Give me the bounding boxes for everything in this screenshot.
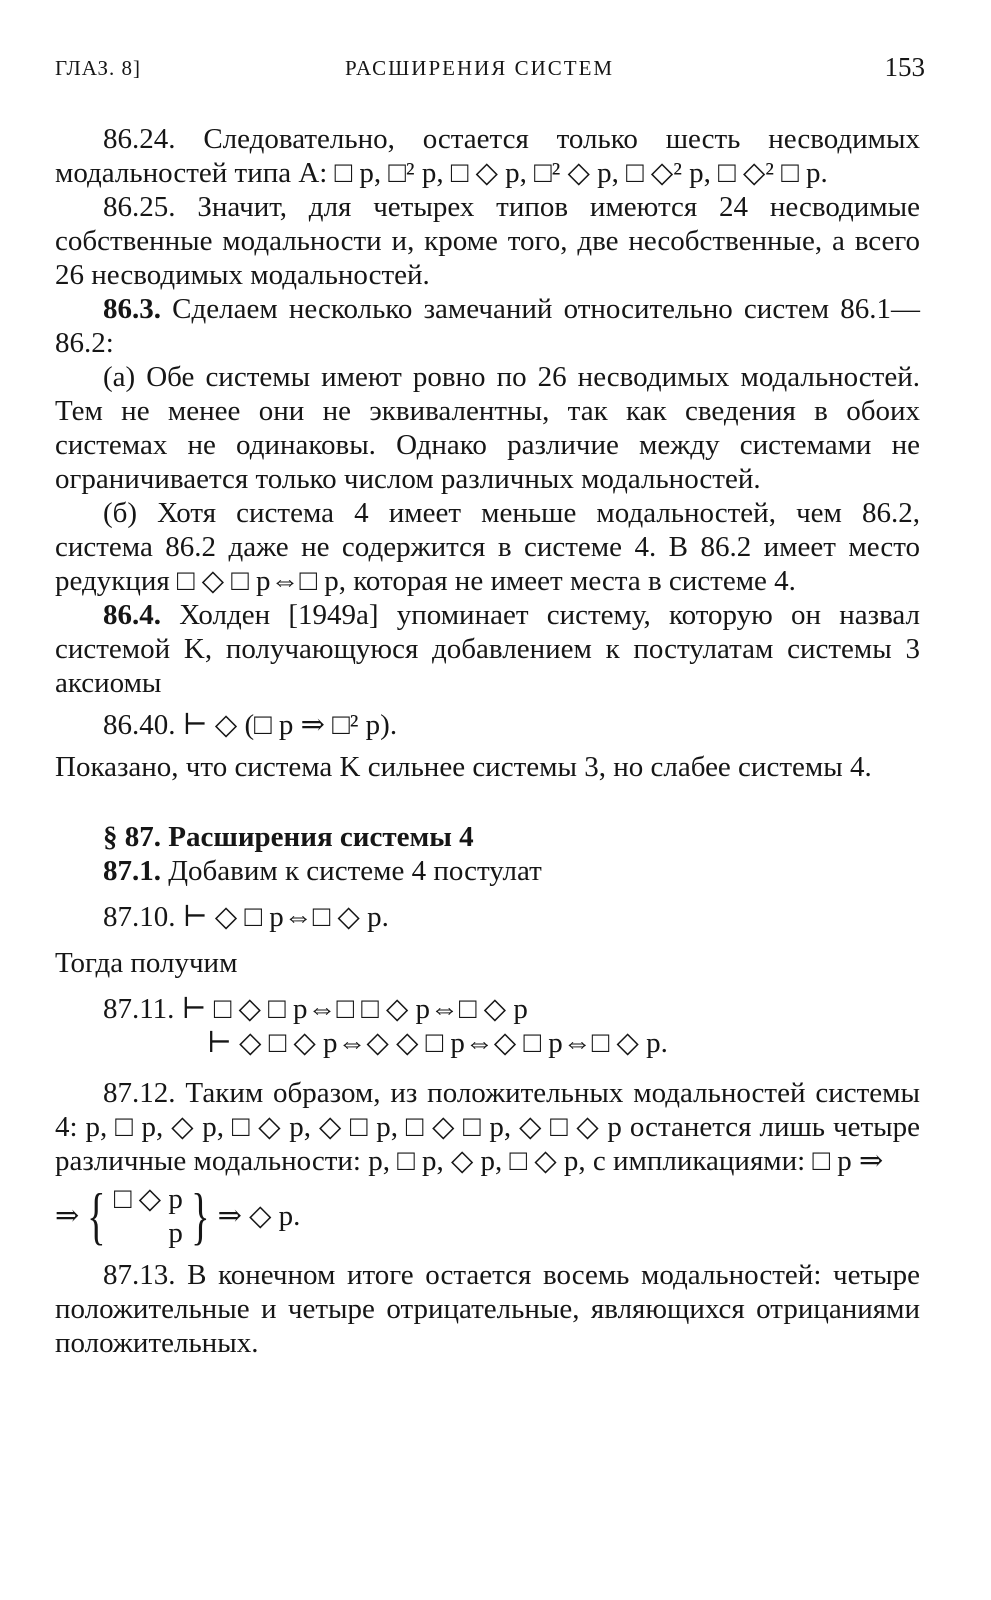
paragraph-text: Следовательно, остается только шесть несводимых модальностей типа А: □ p, □² p, □ ◇ p, □² ◇ p, □ ◇² p, □ ◇² □ p.	[55, 123, 920, 189]
paragraph-text: Таким образом, из положительных модальностей системы 4: p, □ p, ◇ p, □ ◇ p, ◇ □ p, □ ◇ □ p, ◇ □ ◇ p останется лишь четыре различные модальности: p, □ p, ◇ p, □ ◇ p, с импликациями: □ p ⇒	[55, 1077, 920, 1177]
brace-column	[114, 1182, 183, 1250]
paragraph-number: 86.24.	[103, 123, 176, 155]
paragraph-text: Значит, для четырех типов имеются 24 несводимые собственные модальности и, кроме того, две несобственные, а всего 26 несводимых модальностей.	[55, 191, 921, 291]
running-header	[55, 52, 925, 88]
section-heading	[55, 820, 920, 854]
paragraph-86-25	[55, 190, 920, 292]
paragraph-number: 87.13.	[103, 1259, 176, 1291]
paragraph-87-1	[55, 854, 920, 888]
running-title: РАСШИРЕНИЯ СИСТЕМ	[345, 56, 615, 80]
page-number: 153	[884, 52, 925, 82]
formula-87-11-line-1: 87.11. ⊢ □ ◇ □ p⇔□ □ ◇ p⇔□ ◇ p	[103, 993, 528, 1025]
paragraph-86-24	[55, 122, 920, 190]
left-brace: {	[87, 1180, 106, 1251]
paragraph-number: 87.12.	[103, 1077, 176, 1109]
paragraph-number: 86.4.	[103, 599, 161, 631]
paragraph-text: Сделаем несколько замечаний относительно систем 86.1—86.2:	[55, 293, 920, 359]
paragraph-86-4	[55, 598, 920, 700]
chapter-marker: ГЛАЗ. 8]	[55, 56, 141, 80]
then-we-get: Тогда получим	[55, 947, 238, 979]
formula-87-10: 87.10. ⊢ ◇ □ p⇔□ ◇ p.	[103, 901, 389, 933]
paragraph-text: В конечном итоге остается восемь модальностей: четыре положительные и четыре отрицательные, являющихся отрицаниями положительных.	[55, 1259, 920, 1359]
paragraph-number: 86.25.	[103, 191, 176, 223]
remark-b: (б) Хотя система 4 имеет меньше модальностей, чем 86.2, система 86.2 даже не содержится в системе 4. В 86.2 имеет место редукция □ ◇ □ p⇔□ p, которая не имеет места в системе 4.	[55, 497, 920, 597]
right-brace: }	[191, 1180, 210, 1251]
paragraph-number: 87.1.	[103, 855, 161, 887]
brace-suffix: ⇒ ◇ p.	[217, 1200, 301, 1232]
paragraph-text: Холден [1949а] упоминает систему, которую он назвал системой K, получающуюся добавлением к постулатам системы 3 аксиомы	[55, 599, 921, 699]
paragraph-86-4-conclusion: Показано, что система K сильнее системы 3, но слабее системы 4.	[55, 751, 872, 783]
section-title: § 87. Расширения системы 4	[103, 821, 474, 853]
brace-top: □ ◇ p	[114, 1183, 183, 1215]
paragraph-number: 86.3.	[103, 293, 161, 325]
paragraph-87-12	[55, 1076, 920, 1178]
brace-bottom: p	[168, 1217, 183, 1249]
implication-brace	[55, 1180, 920, 1252]
formula-86-40: 86.40. ⊢ ◇ (□ p ⇒ □² p).	[103, 709, 398, 741]
page-body	[55, 122, 920, 1360]
paragraph-86-3	[55, 292, 920, 360]
paragraph-text: Добавим к системе 4 постулат	[168, 855, 542, 887]
brace-prefix: ⇒	[55, 1200, 80, 1232]
formula-87-11-line-2: ⊢ ◇ □ ◇ p⇔◇ ◇ □ p⇔◇ □ p⇔□ ◇ p.	[207, 1027, 668, 1059]
remark-a: (а) Обе системы имеют ровно по 26 несводимых модальностей. Тем не менее они не эквивалентны, так как сведения в обоих системах не одинаковы. Однако различие между системами не ограничивается только числом различных модальностей.	[55, 361, 920, 495]
paragraph-87-13	[55, 1258, 920, 1360]
